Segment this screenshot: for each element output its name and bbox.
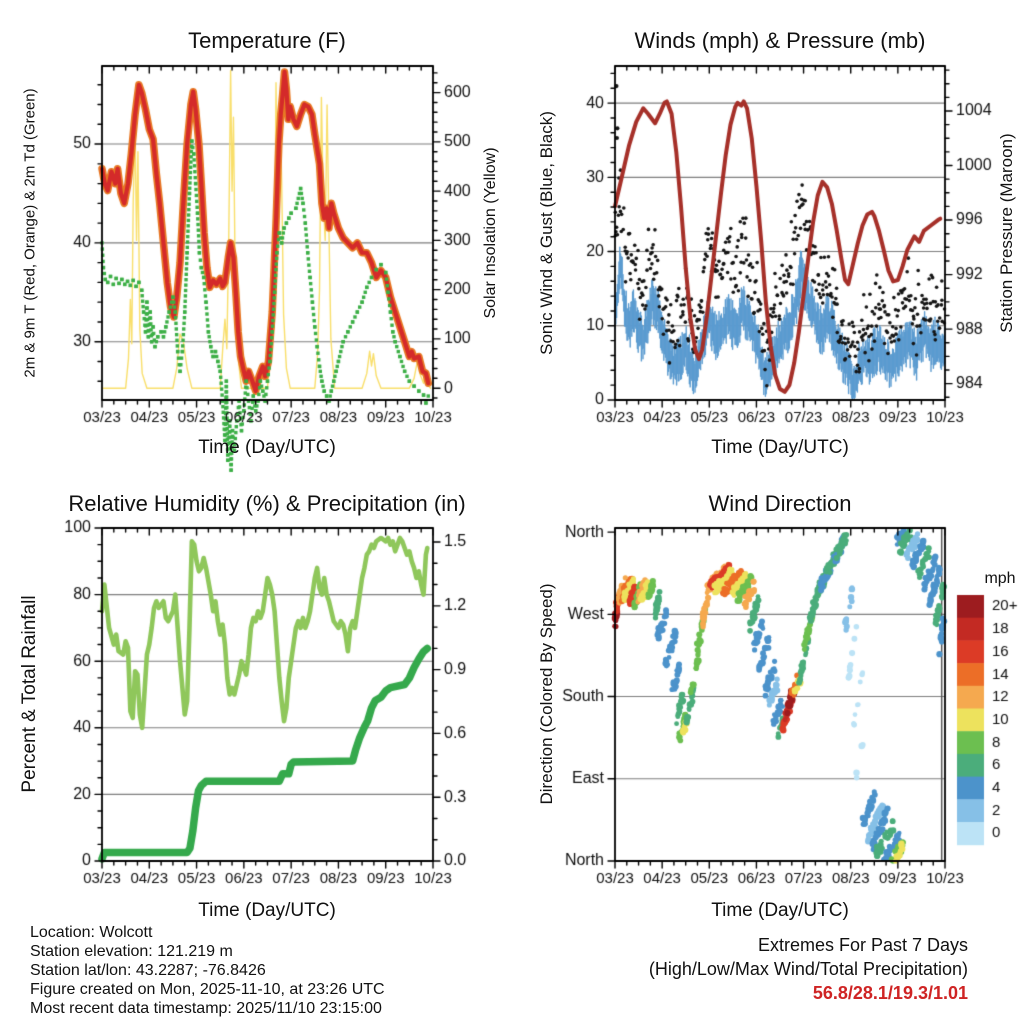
footer-location: Location: Wolcott [30, 924, 153, 941]
extremes-subtitle: (High/Low/Max Wind/Total Precipitation) [648, 959, 968, 979]
extremes-values: 56.8/28.1/19.3/1.01 [812, 983, 968, 1003]
solar-insolation-axis-label: Solar Insolation (Yellow) [482, 147, 499, 319]
footer-data-timestamp: Most recent data timestamp: 2025/11/10 23:15:00 [30, 1000, 382, 1017]
winds-x-axis-label: Time (Day/UTC) [711, 437, 849, 458]
footer-elevation: Station elevation: 121.219 m [30, 943, 233, 960]
wind-direction-axis-label: Direction (Colored By Speed) [537, 583, 556, 805]
temperature-y-axis-label: 2m & 9m T (Red, Orange) & 2m Td (Green) [21, 88, 39, 378]
footer-created: Figure created on Mon, 2025-11-10, at 23:26 UTC [30, 981, 385, 998]
humidity-x-axis-label: Time (Day/UTC) [198, 900, 336, 921]
colorbar-unit-label: mph [984, 570, 1016, 587]
temperature-x-axis-label: Time (Day/UTC) [198, 437, 336, 458]
extremes-title: Extremes For Past 7 Days [757, 935, 968, 955]
footer-latlon: Station lat/lon: 43.2287; -76.8426 [30, 962, 266, 979]
panel-title-wind-direction: Wind Direction [708, 491, 852, 516]
wind-direction-x-axis-label: Time (Day/UTC) [711, 900, 849, 921]
panel-title-winds-pressure: Winds (mph) & Pressure (mb) [634, 28, 926, 53]
percent-rainfall-axis-label: Percent & Total Rainfall [19, 595, 40, 793]
station-pressure-axis-label: Station Pressure (Maroon) [997, 133, 1016, 333]
panel-title-temperature: Temperature (F) [188, 28, 346, 53]
panel-title-humidity-precip: Relative Humidity (%) & Precipitation (in) [68, 491, 466, 516]
wind-gust-axis-label: Sonic Wind & Gust (Blue, Black) [537, 111, 556, 355]
